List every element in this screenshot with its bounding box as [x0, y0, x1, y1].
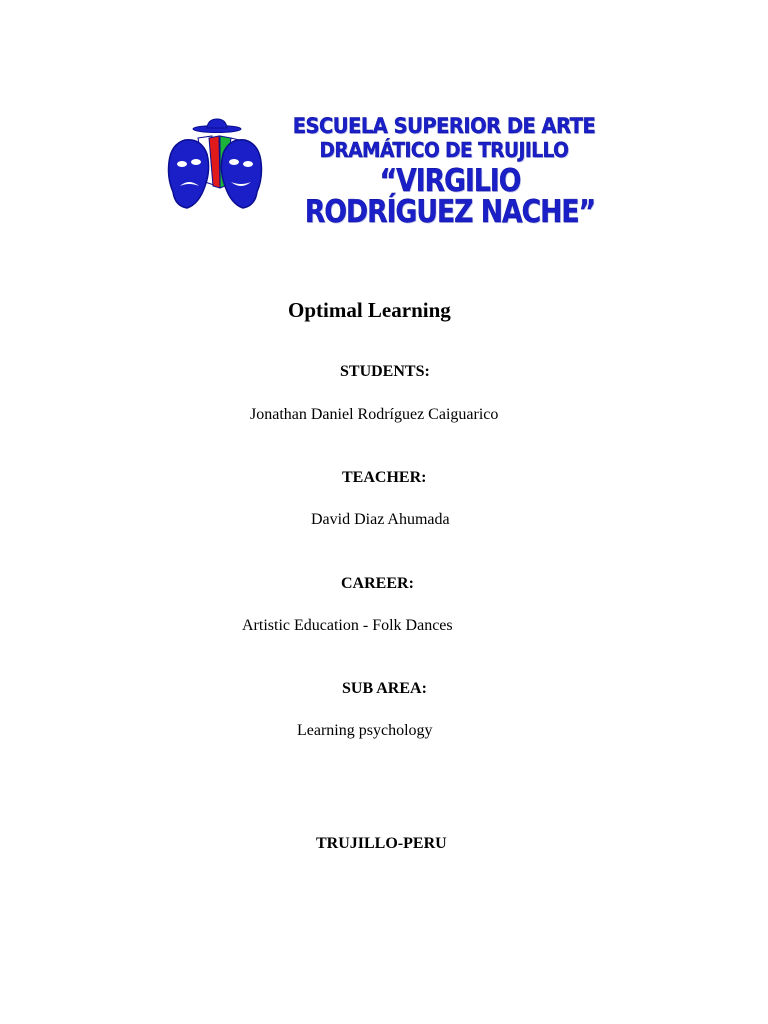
- theater-masks-logo-icon: [165, 116, 265, 212]
- teacher-value: David Diaz Ahumada: [311, 511, 450, 528]
- career-label: CAREER:: [341, 575, 414, 592]
- school-name-line-2: DRAMÁTICO DE TRUJILLO: [319, 138, 569, 162]
- sub-area-value: Learning psychology: [297, 722, 433, 739]
- city-location: TRUJILLO-PERU: [316, 835, 447, 852]
- teacher-label: TEACHER:: [342, 469, 427, 486]
- school-name: [280, 116, 620, 228]
- school-name-line-1: ESCUELA SUPERIOR DE ARTE: [292, 114, 596, 138]
- document-title: Optimal Learning: [288, 298, 451, 322]
- school-name-line-3: “VIRGILIO RODRÍGUEZ NACHE”: [304, 163, 596, 230]
- students-label: STUDENTS:: [340, 363, 430, 380]
- sub-area-label: SUB AREA:: [342, 680, 427, 697]
- career-value: Artistic Education - Folk Dances: [242, 617, 453, 634]
- students-value: Jonathan Daniel Rodríguez Caiguarico: [250, 406, 499, 423]
